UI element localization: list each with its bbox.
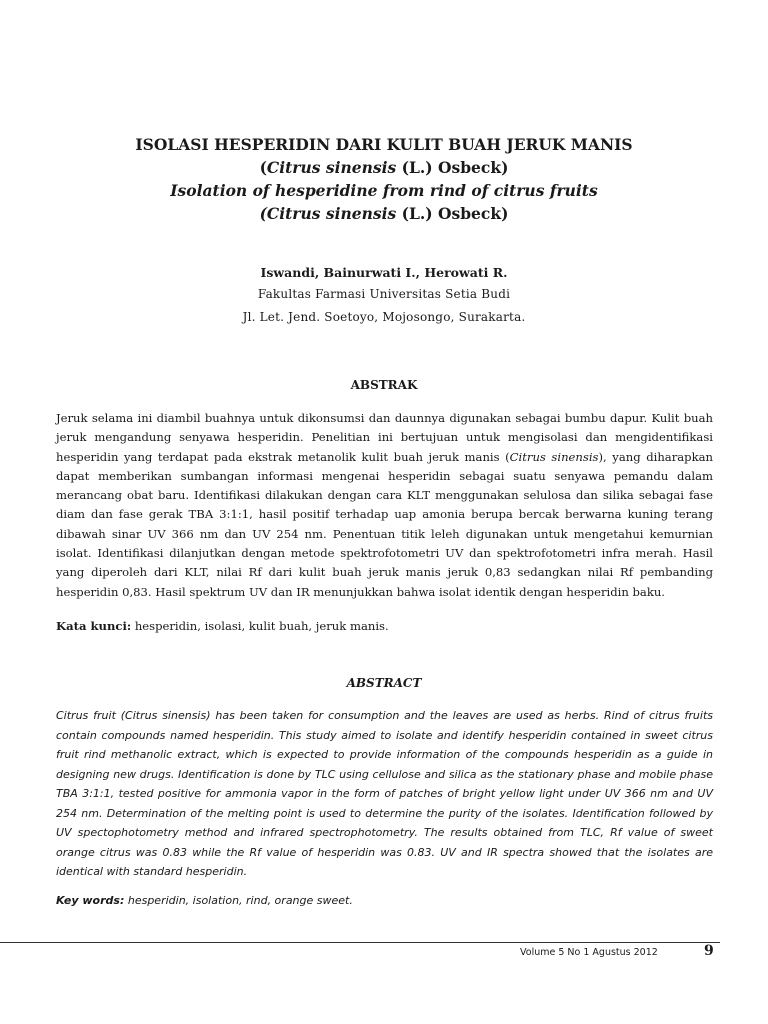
author-address: Jl. Let. Jend. Soetoyo, Mojosongo, Surakarta. — [242, 310, 526, 324]
species-name: Citrus sinensis — [266, 204, 397, 223]
keywords-list: hesperidin, isolasi, kulit buah, jeruk manis. — [131, 619, 389, 633]
abstrak-text-part1: Jeruk selama ini diambil buahnya untuk dikonsumsi dan daunnya digunakan sebagai bumbu dapur. Kulit buah jeruk mengandung senyawa hesperidin. Penelitian ini bertujuan untuk mengisolasi dan mengidentifikasi hesperidin yang terdapat pada ekstrak metanolik kulit buah jeruk manis ( — [56, 411, 713, 464]
abstract-keywords — [56, 894, 353, 907]
abstract-heading: ABSTRACT — [346, 676, 422, 690]
abstract-body: Citrus fruit (Citrus sinensis) has been taken for consumption and the leaves are used as herbs. Rind of citrus fruits contain compounds named hesperidin. This study aimed to isolate and identify hesperidin contained in sweet citrus fruit rind methanolic extract, which is expected to provide information of the compounds hesperidin as a guide in designing new drugs. Identification is done by TLC using cellulose and silica as the stationary phase and mobile phase TBA 3:1:1, tested positive for ammonia vapor in the form of patches of bright yellow light under UV 366 nm and UV 254 nm. Determination of the melting point is used to determine the purity of the isolates. Identification followed by UV spectophotometry method and infrared spectrophotometry. The results obtained from TLC, Rf value of sweet orange citrus was 0.83 while the Rf value of hesperidin was 0.83. UV and IR spectra showed that the isolates are identical with standard hesperidin. — [56, 709, 713, 878]
title-indonesian-line2: (Citrus sinensis (L.) Osbeck) — [259, 158, 509, 177]
title-english-line1: Isolation of hesperidine from rind of citrus fruits — [170, 181, 598, 200]
author-block — [0, 262, 768, 328]
journal-volume: Volume 5 No 1 Agustus 2012 — [520, 947, 658, 958]
abstrak-body — [56, 409, 713, 602]
keywords-label: Kata kunci: — [56, 619, 132, 633]
paper-title — [0, 133, 768, 225]
abstrak-text-part2: ), yang diharapkan dapat memberikan sumbangan informasi mengenai hesperidin sebagai suatu senyawa pemandu dalam merancang obat baru. Identifikasi dilakukan dengan cara KLT menggunakan selulosa dan silika sebagai fase diam dan fase gerak TBA 3:1:1, hasil positif terhadap uap amonia berupa bercak berwarna kuning terang dibawah sinar UV 366 nm dan UV 254 nm. Penentuan titik leleh digunakan untuk mengetahui kemurnian isolat. Identifikasi dilanjutkan dengan metode spektrofotometri UV dan spektrofotometri infra merah. Hasil yang diperoleh dari KLT, nilai Rf dari kulit buah jeruk manis jeruk 0,83 sedangkan nilai Rf pembanding hesperidin 0,83. Hasil spektrum UV dan IR menunjukkan bahwa isolat identik dengan hesperidin baku. — [56, 449, 713, 599]
footer-divider — [0, 942, 720, 943]
species-name: Citrus sinensis — [266, 158, 397, 177]
author-names: Iswandi, Bainurwati I., Herowati R. — [260, 265, 508, 280]
keywords-list: hesperidin, isolation, rind, orange sweet. — [124, 894, 353, 907]
species-authority: (L.) Osbeck) — [401, 204, 509, 223]
species-authority: (L.) Osbeck) — [401, 158, 509, 177]
page-number: 9 — [704, 943, 714, 959]
title-indonesian-line1: ISOLASI HESPERIDIN DARI KULIT BUAH JERUK MANIS — [135, 135, 633, 154]
abstrak-keywords — [56, 619, 389, 633]
keywords-label: Key words: — [56, 894, 125, 907]
abstrak-species: Citrus sinensis — [509, 449, 599, 464]
author-affiliation: Fakultas Farmasi Universitas Setia Budi — [257, 287, 511, 301]
title-english-line2: (Citrus sinensis (L.) Osbeck) — [259, 204, 509, 223]
abstrak-heading: ABSTRAK — [350, 378, 418, 392]
